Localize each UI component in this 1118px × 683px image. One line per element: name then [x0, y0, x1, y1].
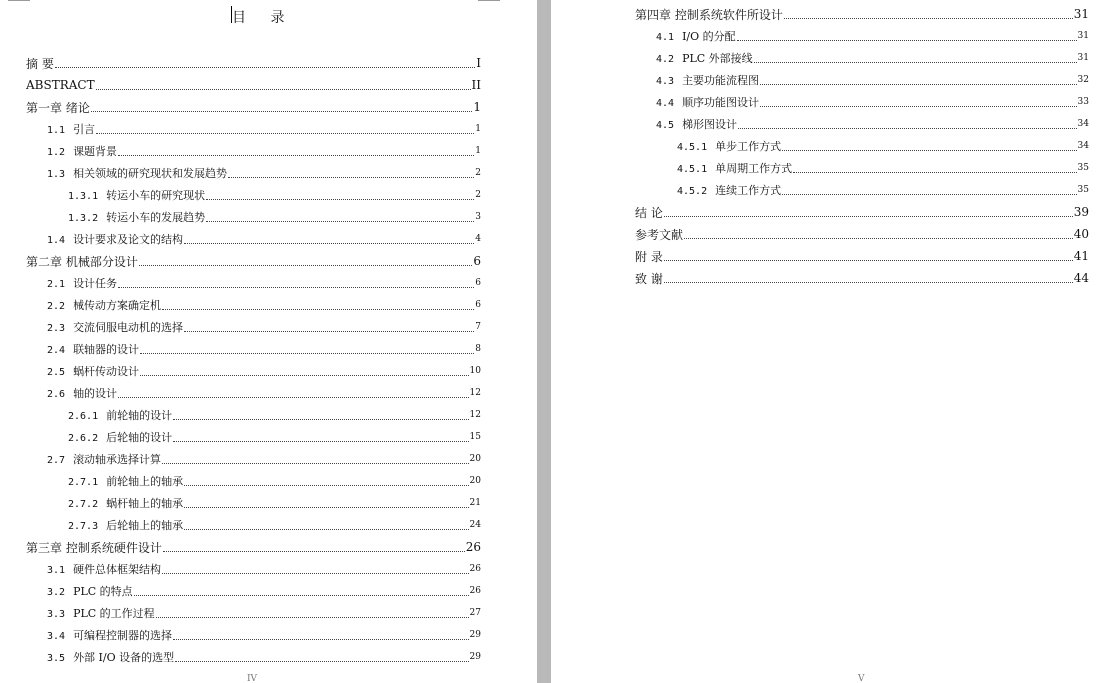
toc-entry-text: 转运小车的发展趋势: [106, 211, 206, 224]
toc-entry-text: ABSTRACT: [26, 78, 95, 92]
dot-leader: [96, 89, 471, 90]
dot-leader: [754, 62, 1077, 63]
dot-leader: [760, 84, 1076, 85]
toc-entry[interactable]: [47, 580, 481, 602]
dot-leader: [156, 617, 469, 618]
toc-section-number: 2.6.1: [68, 411, 99, 422]
toc-entry-label: [656, 50, 754, 66]
toc-entry-text: PLC 的工作过程: [73, 607, 155, 620]
dot-leader: [760, 106, 1076, 107]
toc-page-number: 31: [1077, 31, 1089, 41]
dot-leader: [173, 639, 468, 640]
toc-entry-text: 附 录: [635, 249, 663, 264]
toc-entry-label: [47, 451, 162, 467]
dot-leader: [782, 150, 1076, 151]
toc-entry-text: 转运小车的研究现状: [106, 189, 206, 202]
toc-entry-label: [47, 561, 162, 577]
toc-entry-label: [635, 204, 664, 221]
toc-page-number: 40: [1073, 227, 1089, 241]
toc-page-number: 32: [1077, 75, 1089, 85]
toc-section-number: 2.7: [47, 455, 66, 466]
page-number-footer: V: [858, 674, 865, 683]
dot-leader: [91, 111, 473, 112]
toc-entry[interactable]: [47, 558, 481, 580]
toc-page-number: 2: [475, 168, 481, 178]
toc-entry[interactable]: [68, 206, 481, 228]
toc-entry-label: [656, 72, 760, 88]
toc-page-number: 10: [469, 366, 481, 376]
toc-section-number: 2.6: [47, 389, 66, 400]
toc-entry-label: [26, 55, 55, 72]
toc-entry-label: [26, 99, 91, 116]
toc-entry[interactable]: [47, 294, 481, 316]
toc-entry-label: [47, 605, 156, 621]
toc-entry-label: [47, 275, 118, 291]
toc-entry-text: 相关领域的研究现状和发展趋势: [73, 167, 228, 180]
toc-section-number: 2.7.1: [68, 477, 99, 488]
toc-entry-text: 梯形图设计: [682, 118, 738, 131]
toc-section-number: 1.1: [47, 125, 66, 136]
dot-leader: [206, 221, 474, 222]
dot-leader: [139, 265, 473, 266]
dot-leader: [184, 331, 474, 332]
dot-leader: [162, 573, 468, 574]
toc-entry-label: [68, 495, 184, 511]
toc-entry-text: 结 论: [635, 205, 663, 220]
toc-entry[interactable]: [656, 69, 1089, 91]
crop-mark: [8, 0, 30, 1]
toc-entry[interactable]: [47, 382, 481, 404]
left-page: [0, 0, 537, 683]
dot-leader: [737, 40, 1077, 41]
toc-page-number: 39: [1073, 205, 1089, 219]
toc-section-number: 4.5.2: [677, 186, 708, 197]
toc-entry-text: 第一章 绪论: [26, 100, 90, 115]
toc-page-number: 34: [1077, 119, 1089, 129]
toc-entry-label: [47, 121, 96, 137]
page-gutter: [537, 0, 551, 683]
toc-entry[interactable]: [47, 140, 481, 162]
page-number-footer: IV: [247, 674, 258, 683]
toc-entry[interactable]: [68, 426, 481, 448]
dot-leader: [163, 551, 465, 552]
toc-page-number: 12: [469, 388, 481, 398]
toc-section-number: 1.2: [47, 147, 66, 158]
toc-entry[interactable]: [68, 514, 481, 536]
toc-page-number: 1: [473, 100, 481, 114]
toc-entry-text: 第三章 控制系统硬件设计: [26, 540, 162, 555]
dot-leader: [184, 529, 468, 530]
toc-entry-label: [635, 270, 664, 287]
toc-entry-text: 滚动轴承选择计算: [73, 453, 162, 466]
toc-page-number: 3: [475, 212, 481, 222]
toc-section-number: 4.5.1: [677, 142, 708, 153]
toc-page-number: 26: [469, 564, 481, 574]
toc-entry-label: [26, 539, 163, 556]
toc-page-number: I: [476, 56, 481, 70]
toc-entry[interactable]: [47, 624, 481, 646]
dot-leader: [228, 177, 474, 178]
dot-leader: [784, 18, 1073, 19]
toc-section-number: 2.1: [47, 279, 66, 290]
toc-entry-text: 连续工作方式: [715, 184, 782, 197]
toc-entry-label: [635, 226, 684, 243]
right-page: [551, 0, 1118, 683]
toc-entry[interactable]: [68, 492, 481, 514]
toc-page-number: 29: [469, 652, 481, 662]
toc-entry-text: 后轮轴上的轴承: [106, 519, 184, 532]
toc-entry-label: [635, 248, 664, 265]
toc-entry-label: [47, 627, 173, 643]
toc-entry-label: [68, 429, 173, 445]
toc-section-number: 4.5.1: [677, 164, 708, 175]
toc-page-number: 35: [1077, 163, 1089, 173]
toc-entry-text: PLC 外部接线: [682, 52, 753, 65]
toc-entry-label: [68, 209, 206, 225]
toc-entry[interactable]: [26, 52, 481, 74]
toc-section-number: 2.4: [47, 345, 66, 356]
toc-entry-label: [656, 28, 737, 44]
toc-entry[interactable]: [68, 184, 481, 206]
dot-leader: [173, 441, 468, 442]
toc-entry[interactable]: [635, 201, 1089, 223]
toc-entry[interactable]: [47, 602, 481, 624]
toc-section-number: 4.5: [656, 120, 675, 131]
toc-entry-label: [47, 583, 134, 599]
toc-section-number: 1.3.2: [68, 213, 99, 224]
toc-entry-text: 硬件总体框架结构: [73, 563, 162, 576]
toc-section-number: 4.3: [656, 76, 675, 87]
toc-section-number: 2.3: [47, 323, 66, 334]
dot-leader: [162, 309, 474, 310]
toc-entry[interactable]: [68, 404, 481, 426]
toc-entry-label: [677, 182, 782, 198]
toc-page-number: 44: [1073, 271, 1089, 285]
toc-page-number: 24: [469, 520, 481, 530]
toc-entry-label: [47, 143, 118, 159]
toc-entry-text: 第四章 控制系统软件所设计: [635, 7, 783, 22]
toc-entry-label: [68, 187, 206, 203]
dot-leader: [162, 463, 468, 464]
toc-page-number: 29: [469, 630, 481, 640]
toc-entry-text: 摘 要: [26, 56, 54, 71]
toc-entry[interactable]: [656, 47, 1089, 69]
dot-leader: [173, 419, 468, 420]
toc-entry-text: 参考文献: [635, 227, 684, 242]
toc-section-number: 3.5: [47, 653, 66, 664]
toc-entry[interactable]: [635, 3, 1089, 25]
toc-entry-label: [47, 649, 175, 665]
toc-entry-text: 交流伺服电动机的选择: [73, 321, 184, 334]
dot-leader: [184, 507, 468, 508]
toc-entry-label: [68, 473, 184, 489]
toc-entry-label: [635, 6, 784, 23]
toc-entry-text: 械传动方案确定机: [73, 299, 162, 312]
toc-entry[interactable]: [47, 448, 481, 470]
toc-entry-label: [68, 407, 173, 423]
toc-entry[interactable]: [47, 646, 481, 668]
toc-section-number: 2.5: [47, 367, 66, 378]
toc-section-number: 1.3: [47, 169, 66, 180]
toc-entry[interactable]: [47, 228, 481, 250]
toc-page-number: 31: [1073, 7, 1089, 21]
toc-entry-label: [656, 94, 760, 110]
toc-page-number: 8: [475, 344, 481, 354]
toc-entry-text: 第二章 机械部分设计: [26, 254, 138, 269]
dot-leader: [206, 199, 474, 200]
toc-page-number: 1: [475, 124, 481, 134]
toc-entry[interactable]: [677, 179, 1089, 201]
toc-page-number: II: [471, 78, 481, 92]
toc-page-number: 6: [475, 300, 481, 310]
toc-entry[interactable]: [47, 162, 481, 184]
dot-leader: [118, 397, 468, 398]
dot-leader: [664, 260, 1073, 261]
dot-leader: [55, 67, 475, 68]
toc-section-number: 2.6.2: [68, 433, 99, 444]
toc-section-number: 3.3: [47, 609, 66, 620]
toc-entry-label: [47, 341, 140, 357]
toc-entry-text: 外部 I/O 设备的选型: [73, 651, 175, 664]
toc-entry-text: 课题背景: [73, 145, 118, 158]
toc-entry-label: [26, 78, 96, 92]
toc-entry-label: [26, 253, 139, 270]
toc-entry-text: I/O 的分配: [682, 30, 736, 43]
toc-section-number: 2.2: [47, 301, 66, 312]
toc-page-number: 20: [469, 476, 481, 486]
toc-section-number: 3.2: [47, 587, 66, 598]
dot-leader: [134, 595, 469, 596]
toc-entry-label: [677, 138, 782, 154]
toc-entry-text: PLC 的特点: [73, 585, 133, 598]
dot-leader: [175, 661, 468, 662]
toc-page-number: 1: [475, 146, 481, 156]
toc-entry-text: 蜗杆轴上的轴承: [106, 497, 184, 510]
toc-section-number: 1.3.1: [68, 191, 99, 202]
toc-entry[interactable]: [677, 135, 1089, 157]
toc-page-number: 15: [469, 432, 481, 442]
toc-entry-text: 设计任务: [73, 277, 118, 290]
toc-entry-label: [677, 160, 793, 176]
toc-entry-label: [47, 165, 228, 181]
toc-entry[interactable]: [677, 157, 1089, 179]
dot-leader: [140, 375, 468, 376]
dot-leader: [140, 353, 474, 354]
crop-mark: [478, 0, 500, 1]
toc-entry-text: 致 谢: [635, 271, 663, 286]
toc-page-number: 31: [1077, 53, 1089, 63]
toc-entry-text: 主要功能流程图: [682, 74, 760, 87]
toc-entry-text: 联轴器的设计: [73, 343, 140, 356]
toc-page-number: 6: [473, 254, 481, 268]
toc-entry-text: 蜗杆传动设计: [73, 365, 140, 378]
toc-page-number: 35: [1077, 185, 1089, 195]
toc-section-number: 1.4: [47, 235, 66, 246]
toc-entry-text: 单周期工作方式: [715, 162, 793, 175]
toc-page-number: 26: [465, 540, 481, 554]
dot-leader: [684, 238, 1073, 239]
toc-entry-text: 引言: [73, 123, 96, 136]
dot-leader: [118, 155, 474, 156]
toc-page-number: 4: [475, 234, 481, 244]
toc-entry[interactable]: [68, 470, 481, 492]
toc-entry-text: 前轮轴的设计: [106, 409, 173, 422]
toc-entry-text: 后轮轴的设计: [106, 431, 173, 444]
toc-entry-label: [47, 297, 162, 313]
toc-entry[interactable]: [635, 223, 1089, 245]
toc-title: 目 录: [232, 10, 295, 26]
toc-entry[interactable]: [47, 360, 481, 382]
toc-entry-label: [656, 116, 738, 132]
toc-page-number: 6: [475, 278, 481, 288]
toc-entry-text: 设计要求及论文的结构: [73, 233, 184, 246]
dot-leader: [782, 194, 1076, 195]
toc-entry-text: 顺序功能图设计: [682, 96, 760, 109]
toc-entry[interactable]: [656, 91, 1089, 113]
toc-entry[interactable]: [47, 118, 481, 140]
dot-leader: [96, 133, 474, 134]
toc-page-number: 34: [1077, 141, 1089, 151]
toc-entry-text: 前轮轴上的轴承: [106, 475, 184, 488]
dot-leader: [118, 287, 474, 288]
toc-entry-label: [47, 363, 140, 379]
toc-entry[interactable]: [47, 338, 481, 360]
toc-entry[interactable]: [26, 96, 481, 118]
toc-section-number: 3.4: [47, 631, 66, 642]
toc-entry[interactable]: [26, 74, 481, 96]
toc-page-number: 21: [469, 498, 481, 508]
toc-page-number: 2: [475, 190, 481, 200]
toc-entry[interactable]: [26, 250, 481, 272]
dot-leader: [793, 172, 1076, 173]
toc-page-number: 27: [469, 608, 481, 618]
dot-leader: [738, 128, 1076, 129]
dot-leader: [664, 282, 1073, 283]
toc-entry-text: 可编程控制器的选择: [73, 629, 173, 642]
toc-entry-label: [47, 385, 118, 401]
toc-section-number: 4.1: [656, 32, 675, 43]
toc-section-number: 2.7.2: [68, 499, 99, 510]
toc-entry[interactable]: [47, 272, 481, 294]
toc-page-number: 41: [1073, 249, 1089, 263]
toc-page-number: 33: [1077, 97, 1089, 107]
toc-entry[interactable]: [47, 316, 481, 338]
toc-entry-label: [47, 319, 184, 335]
dot-leader: [184, 243, 474, 244]
toc-entry[interactable]: [26, 536, 481, 558]
toc-entry[interactable]: [656, 113, 1089, 135]
toc-section-number: 3.1: [47, 565, 66, 576]
toc-entry[interactable]: [635, 267, 1089, 289]
toc-entry-label: [68, 517, 184, 533]
toc-page-number: 12: [469, 410, 481, 420]
toc-page-number: 7: [475, 322, 481, 332]
toc-entry[interactable]: [635, 245, 1089, 267]
toc-section-number: 2.7.3: [68, 521, 99, 532]
dot-leader: [664, 216, 1073, 217]
toc-page-number: 26: [469, 586, 481, 596]
toc-page-number: 20: [469, 454, 481, 464]
toc-entry[interactable]: [656, 25, 1089, 47]
toc-entry-text: 轴的设计: [73, 387, 118, 400]
toc-entry-label: [47, 231, 184, 247]
dot-leader: [184, 485, 468, 486]
toc-section-number: 4.4: [656, 98, 675, 109]
toc-entry-text: 单步工作方式: [715, 140, 782, 153]
toc-section-number: 4.2: [656, 54, 675, 65]
